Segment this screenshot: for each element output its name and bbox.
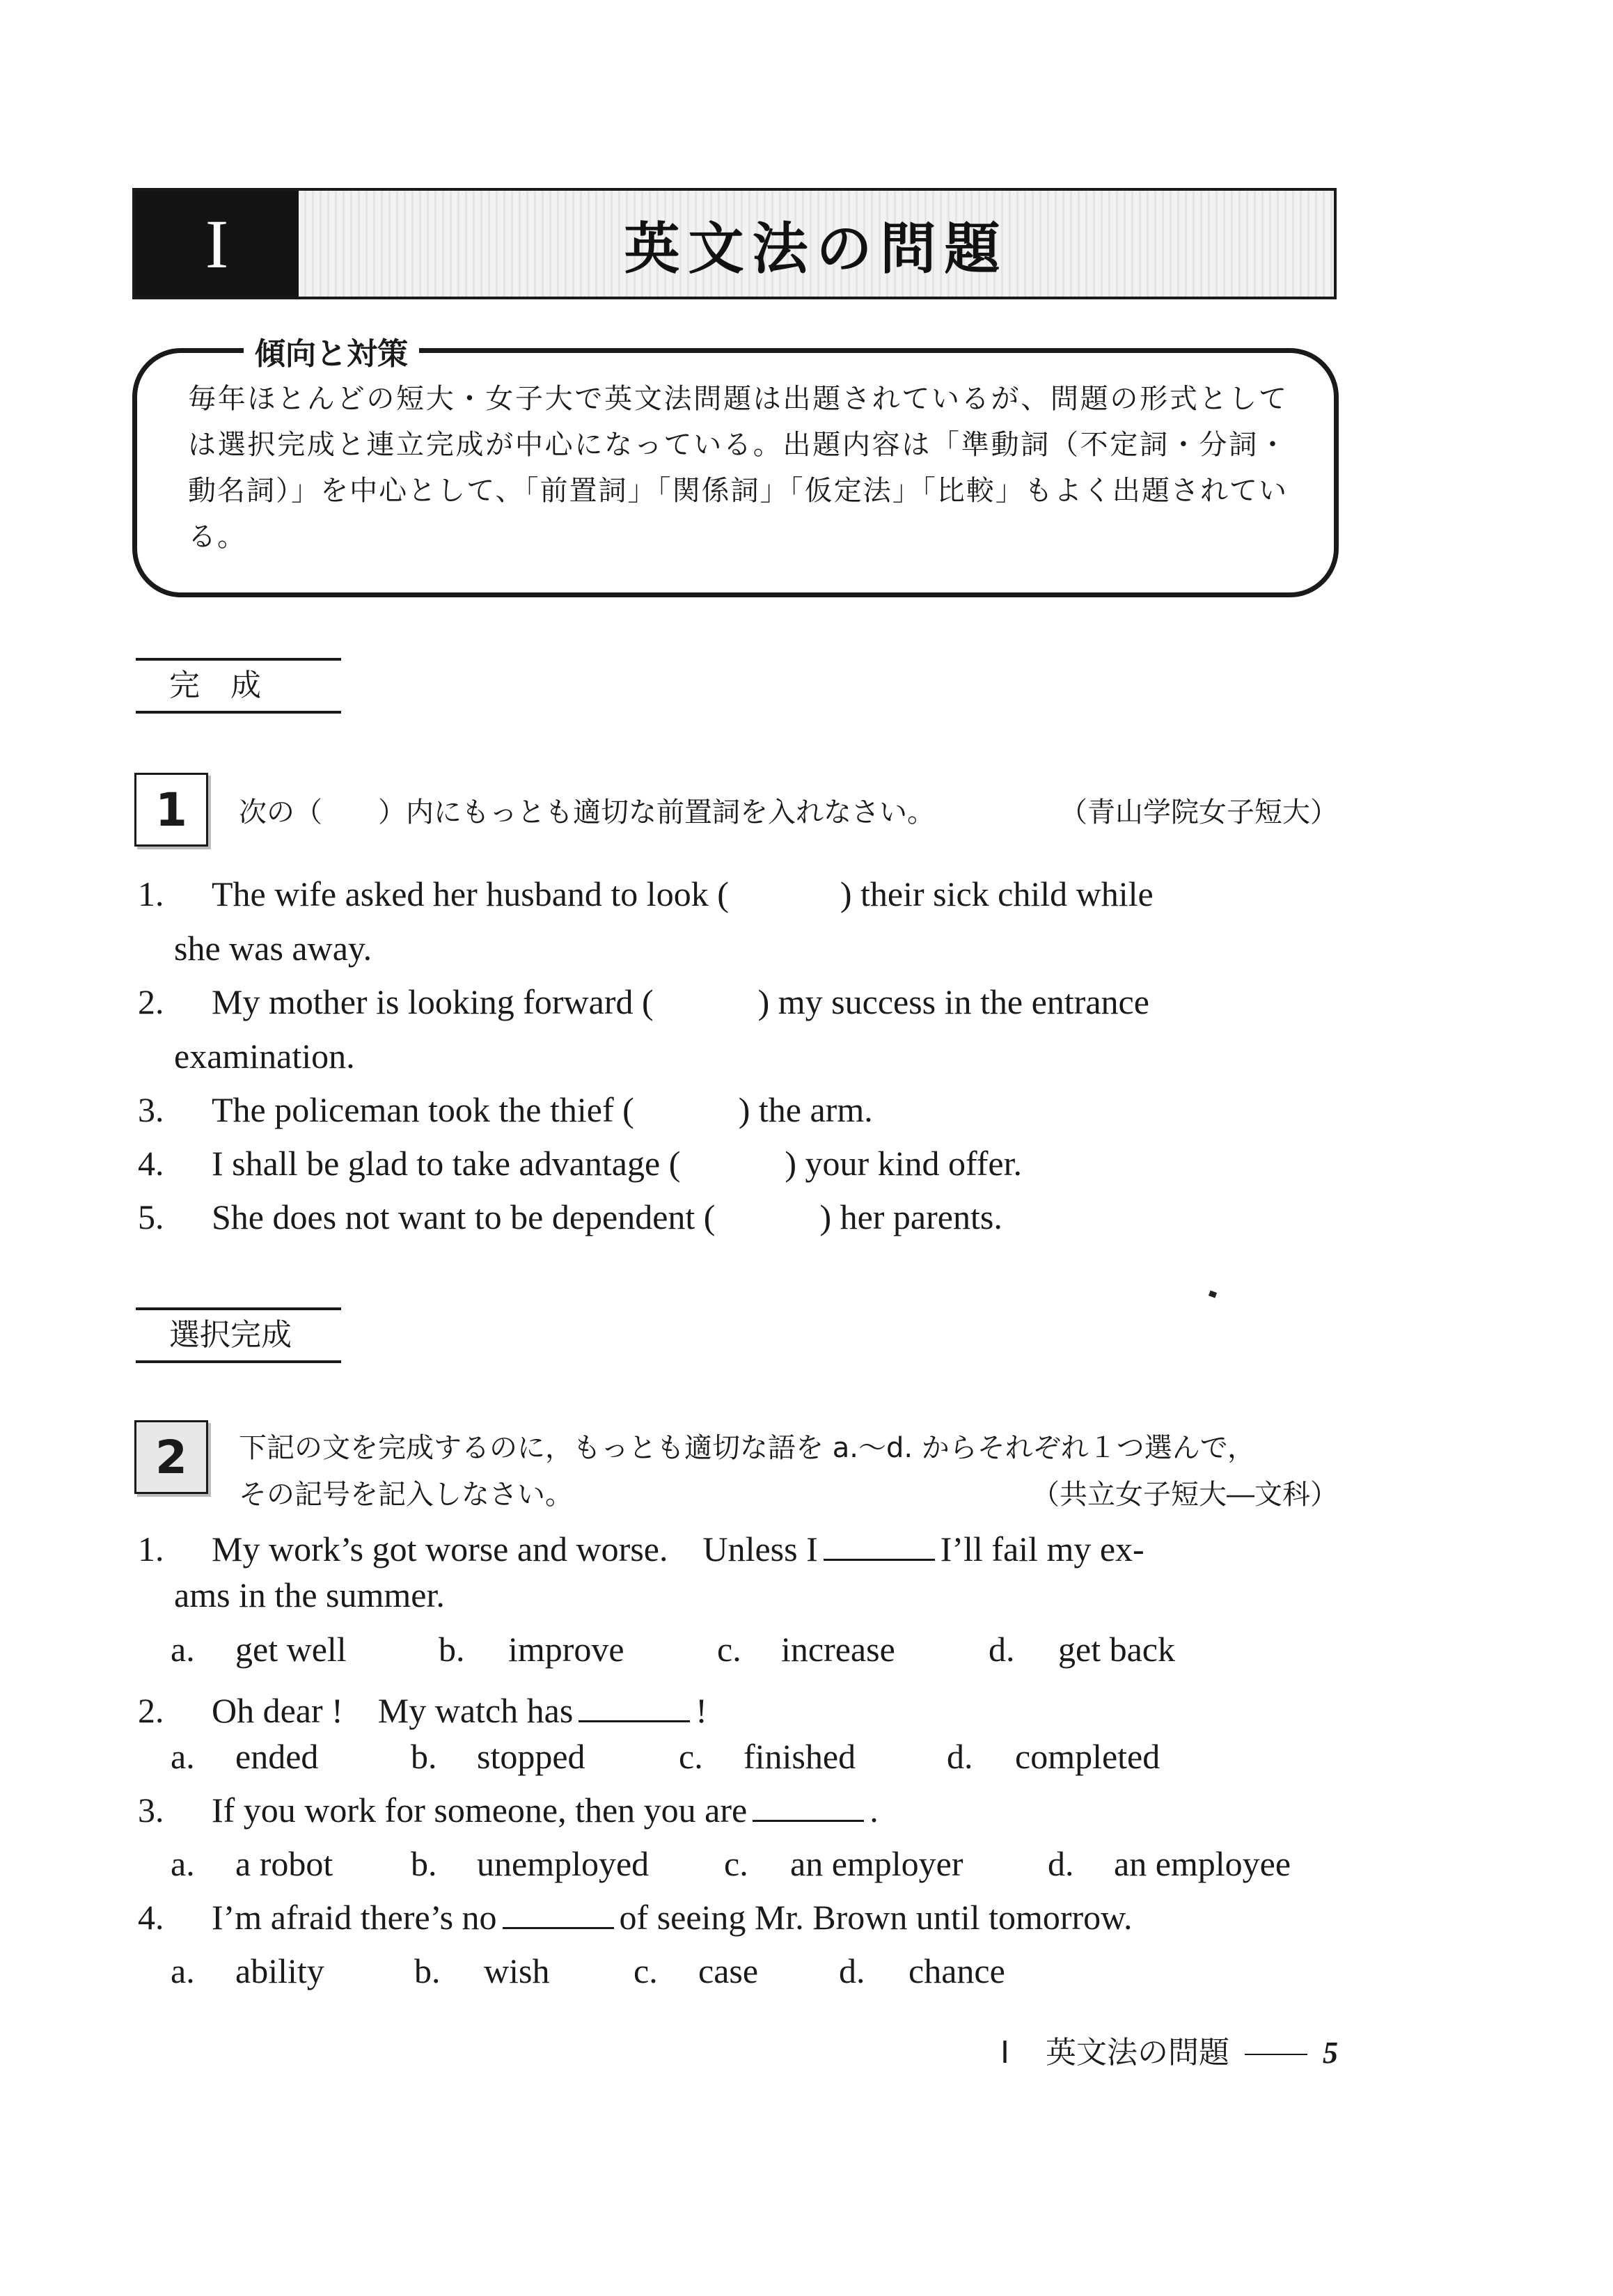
chapter-title: 英文法の問題 — [624, 216, 1009, 281]
choice-text: completed — [1015, 1737, 1160, 1776]
question-text: If you work for someone, then you are — [212, 1791, 748, 1830]
question-text: She does not want to be dependent ( — [212, 1197, 716, 1236]
choice-letter: b. — [414, 1951, 441, 1990]
choice-text: wish — [484, 1951, 550, 1990]
choice-letter: c. — [724, 1844, 748, 1883]
choice-letter: d. — [947, 1737, 973, 1776]
question-text: ) her parents. — [819, 1197, 1002, 1236]
choices-row — [0, 1629, 1613, 1671]
stray-mark — [1209, 1291, 1217, 1298]
footer-chapter: I — [1000, 2035, 1009, 2070]
choice-text: improve — [508, 1630, 624, 1669]
answer-blank[interactable] — [753, 1799, 864, 1822]
question-text: . — [870, 1791, 879, 1830]
choice-text: an employee — [1114, 1844, 1291, 1883]
question-line — [138, 1897, 1133, 1937]
choice-letter: c. — [717, 1630, 741, 1669]
choice-text: chance — [908, 1951, 1005, 1990]
question-number: 4. — [138, 1898, 164, 1937]
choice-letter: d. — [989, 1630, 1015, 1669]
question-number: 5. — [138, 1197, 164, 1236]
choice-letter: a. — [171, 1844, 195, 1883]
question-number: 3. — [138, 1090, 164, 1129]
choice-letter: d. — [1048, 1844, 1074, 1883]
chapter-number: I — [135, 191, 299, 297]
answer-blank[interactable] — [503, 1906, 614, 1929]
page-footer — [1000, 2027, 1338, 2072]
question-text: I shall be glad to take advantage ( — [212, 1144, 681, 1183]
question-line — [138, 874, 1335, 914]
question-line — [138, 1790, 879, 1830]
choice-text: get well — [235, 1630, 347, 1669]
choice-text: increase — [781, 1630, 895, 1669]
section-heading-multiple-choice: 選択完成 — [136, 1307, 341, 1363]
choice-text: stopped — [477, 1737, 585, 1776]
choice-letter: a. — [171, 1737, 195, 1776]
question-line — [138, 982, 1149, 1022]
page-number: 5 — [1323, 2036, 1338, 2070]
section-heading-completion: 完 成 — [136, 658, 341, 714]
choice-text: unemployed — [477, 1844, 650, 1883]
choice-text: finished — [743, 1737, 856, 1776]
choices-row — [0, 1843, 1613, 1885]
question-line — [138, 1143, 1022, 1184]
choice-text: ability — [235, 1951, 324, 1990]
question-number: 1. — [138, 874, 164, 913]
choice-letter: b. — [411, 1844, 437, 1883]
choice-letter: b. — [411, 1737, 437, 1776]
problem-source: （青山学院女子短大） — [1060, 796, 1338, 828]
question-line — [138, 1521, 1144, 1571]
tendency-label: 傾向と対策 — [244, 329, 419, 373]
choices-row — [0, 1951, 1613, 1992]
choice-text: a robot — [235, 1844, 333, 1883]
question-line: ams in the summer. — [174, 1575, 445, 1614]
question-text: I’m afraid there’s no — [212, 1898, 497, 1937]
choice-letter: a. — [171, 1630, 195, 1669]
question-number: 1. — [138, 1530, 164, 1568]
choice-letter: c. — [679, 1737, 703, 1776]
question-text: The wife asked her husband to look ( — [212, 874, 729, 913]
choice-text: case — [698, 1951, 759, 1990]
choice-text: an employer — [790, 1844, 963, 1883]
answer-blank[interactable] — [824, 1538, 935, 1561]
chapter-header — [132, 188, 1337, 299]
problem-number-box: 1 — [134, 773, 208, 847]
choice-letter: a. — [171, 1951, 195, 1990]
problem-instruction: 次の（ ）内にもっとも適切な前置詞を入れなさい。 — [239, 796, 935, 828]
question-number: 2. — [138, 982, 164, 1021]
problem-instruction: その記号を記入しなさい。 — [239, 1479, 573, 1511]
question-text: ) your kind offer. — [785, 1144, 1023, 1183]
choice-letter: d. — [839, 1951, 865, 1990]
question-text: My work’s got worse and worse. Unless I — [212, 1530, 818, 1568]
question-text: Oh dear ! My watch has — [212, 1691, 574, 1730]
choices-row — [0, 1736, 1613, 1778]
problem-number-box: 2 — [134, 1420, 208, 1494]
question-line: she was away. — [174, 929, 372, 968]
question-text: The policeman took the thief ( — [212, 1090, 634, 1129]
answer-blank[interactable] — [579, 1699, 690, 1722]
question-number: 4. — [138, 1144, 164, 1183]
question-number: 3. — [138, 1791, 164, 1830]
question-line — [138, 1090, 873, 1130]
question-text: ) the arm. — [738, 1090, 873, 1129]
question-text: ! — [695, 1691, 707, 1730]
question-text: ) their sick child while — [840, 874, 1154, 913]
choice-text: get back — [1058, 1630, 1175, 1669]
problem-instruction: 下記の文を完成するのに，もっとも適切な語を a.～d. からそれぞれ１つ選んで， — [239, 1432, 1255, 1464]
footer-title: 英文法の問題 — [1046, 2035, 1229, 2070]
question-line: examination. — [174, 1037, 355, 1076]
question-text: My mother is looking forward ( — [212, 982, 654, 1021]
question-text: of seeing Mr. Brown until tomorrow. — [619, 1898, 1133, 1937]
choice-letter: b. — [439, 1630, 465, 1669]
question-line — [138, 1197, 1002, 1237]
question-line — [138, 1683, 707, 1733]
question-text: I’ll fail my ex- — [940, 1530, 1144, 1568]
question-text: ) my success in the entrance — [757, 982, 1149, 1021]
tendency-text: 毎年ほとんどの短大・女子大で英文法問題は出題されているが、問題の形式としては選択完成と連立完成が中心になっている。出題内容は「準動詞（不定詞・分詞・動名詞）」を中心として、「前置詞」「関係詞」「仮定法」「比較」もよく出題されている。 — [188, 383, 1288, 553]
question-number: 2. — [138, 1691, 164, 1730]
problem-source: （共立女子短大―文科） — [1032, 1479, 1338, 1511]
choice-text: ended — [235, 1737, 319, 1776]
choice-letter: c. — [634, 1951, 658, 1990]
chapter-band — [299, 191, 1334, 297]
